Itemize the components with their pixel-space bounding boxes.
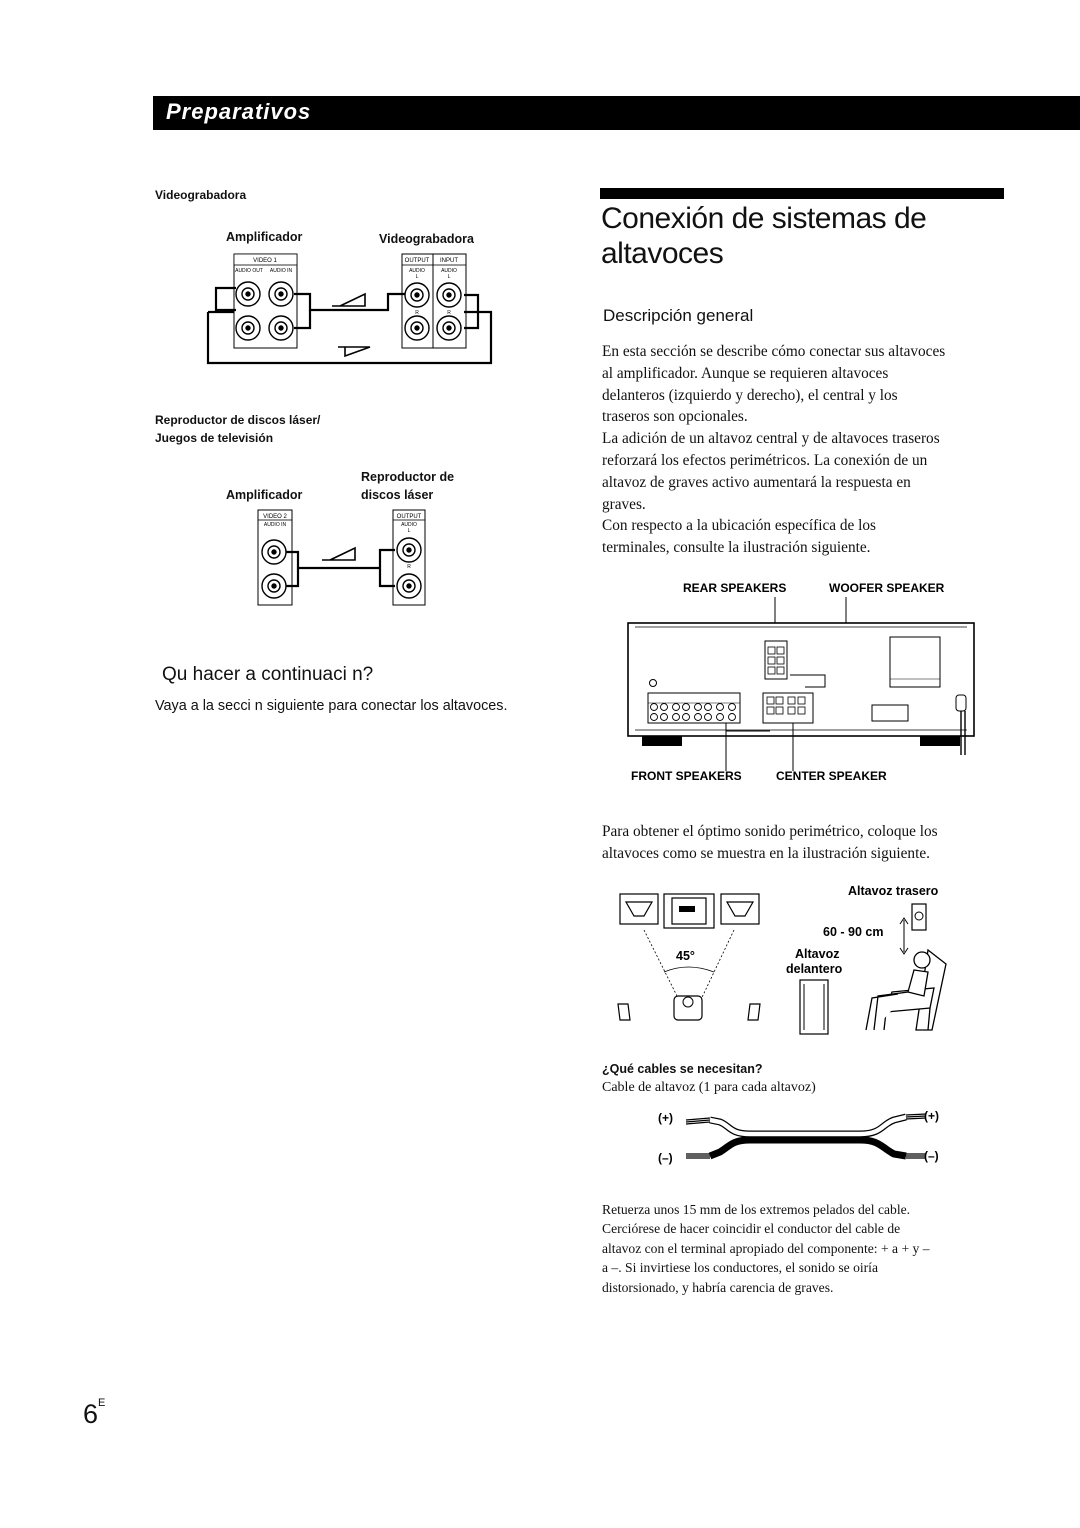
ld-connection-diagram: [250, 508, 435, 608]
title-rule: [600, 188, 1004, 199]
page-title-line2: altavoces: [601, 237, 724, 270]
vcr-dev-input: INPUT: [440, 258, 458, 264]
vcr-amp-in: AUDIO IN: [269, 268, 293, 274]
text-line: distorsionado, y habría carencia de graves.: [602, 1279, 834, 1295]
text-line: traseros son opcionales.: [602, 408, 748, 426]
text-line: Para obtener el óptimo sonido perimétrico, coloque los: [602, 823, 938, 840]
rear-speaker-label: Altavoz trasero: [848, 884, 939, 898]
ld-amp-panel-name: VIDEO 2: [263, 514, 287, 520]
vcr-connection-diagram: [200, 250, 500, 372]
text-line: al amplificador. Aunque se requieren altavoces: [602, 364, 889, 382]
page-number-suffix: E: [98, 1397, 106, 1409]
speaker-cable-diagram: [650, 1104, 955, 1170]
text-line: altavoz de graves activo aumentará la respuesta en: [602, 473, 911, 491]
section-title: Preparativos: [166, 99, 312, 124]
ld-dev-r: R: [407, 564, 411, 570]
what-next-body: Vaya a la secci n siguiente para conectar los altavoces.: [155, 698, 508, 714]
ld-dev-l: L: [407, 528, 411, 534]
vcr-amp-label: Amplificador: [226, 230, 303, 244]
height-label: 60 - 90 cm: [823, 925, 884, 939]
ld-heading-line2: Juegos de televisión: [155, 431, 274, 445]
vcr-dev-r-a: R: [415, 310, 419, 316]
ld-dev-output: OUTPUT: [396, 514, 422, 520]
vcr-amp-panel-name: VIDEO 1: [253, 258, 277, 264]
woofer-speaker-label: WOOFER SPEAKER: [829, 581, 945, 595]
ld-amp-in: AUDIO IN: [263, 522, 287, 528]
text-line: Retuerza unos 15 mm de los extremos pelados del cable.: [602, 1202, 911, 1217]
vcr-device-label: Videograbadora: [379, 232, 474, 246]
text-line: terminales, consulte la ilustración siguiente.: [602, 539, 871, 557]
placement-diagram: [610, 880, 980, 1040]
ld-device-label-line2: discos láser: [361, 488, 434, 502]
vcr-amp-out: AUDIO OUT: [235, 268, 263, 274]
text-line: delanteros (izquierdo y derecho), el central y los: [602, 386, 898, 404]
page-title: [601, 201, 1011, 271]
center-speaker-label: CENTER SPEAKER: [776, 769, 887, 783]
what-next-heading: Qu hacer a continuaci n?: [162, 664, 374, 685]
angle-label: 45°: [676, 949, 695, 963]
page-title-line1: Conexión de sistemas de: [601, 202, 927, 235]
text-line: La adición de un altavoz central y de altavoces traseros: [602, 430, 940, 448]
page-number: [83, 1399, 105, 1430]
placement-text: [602, 821, 1022, 865]
subheading: Descripción general: [603, 306, 754, 325]
vcr-dev-audio-b: AUDIO: [441, 268, 457, 274]
text-line: Con respecto a la ubicación específica de los: [602, 517, 876, 535]
cable-plus-right: (+): [924, 1109, 939, 1123]
text-line: a –. Si invirtiese los conductores, el sonido se oiría: [602, 1260, 878, 1276]
ld-amp-label: Amplificador: [226, 488, 303, 502]
text-line: reforzará los efectos perimétricos. La conexión de un: [602, 451, 928, 469]
cable-minus-right: (–): [924, 1149, 939, 1163]
cable-plus-left: (+): [658, 1111, 673, 1125]
ld-dev-audio: AUDIO: [401, 522, 417, 528]
rear-speakers-label: REAR SPEAKERS: [683, 581, 787, 595]
text-line: En esta sección se describe cómo conectar sus altavoces: [602, 343, 946, 360]
page-number-value: 6: [83, 1399, 99, 1429]
cable-minus-left: (–): [658, 1151, 673, 1165]
text-line: altavoces como se muestra en la ilustración siguiente.: [602, 844, 930, 862]
ld-device-label-line1: Reproductor de: [361, 470, 455, 484]
cables-heading: ¿Qué cables se necesitan?: [602, 1062, 763, 1076]
vcr-dev-l-b: L: [447, 274, 451, 280]
front-speaker-label-2: delantero: [786, 962, 843, 976]
cables-text: Cable de altavoz (1 para cada altavoz): [602, 1080, 816, 1095]
text-line: graves.: [602, 495, 646, 513]
vcr-heading: Videograbadora: [155, 188, 247, 202]
vcr-dev-l-a: L: [415, 274, 419, 280]
text-line: altavoz con el terminal apropiado del componente: + a + y –: [602, 1240, 930, 1256]
front-speaker-label-1: Altavoz: [795, 947, 840, 961]
text-line: Cerciórese de hacer coincidir el conductor del cable de: [602, 1221, 901, 1237]
vcr-dev-r-b: R: [447, 310, 451, 316]
final-text: [602, 1200, 1022, 1297]
ld-heading-line1: Reproductor de discos láser/: [155, 413, 321, 427]
vcr-dev-audio-a: AUDIO: [409, 268, 425, 274]
front-speakers-label: FRONT SPEAKERS: [631, 769, 742, 783]
vcr-dev-output: OUTPUT: [404, 258, 430, 264]
intro-text: [602, 341, 1022, 559]
rear-panel-diagram: [620, 575, 990, 790]
